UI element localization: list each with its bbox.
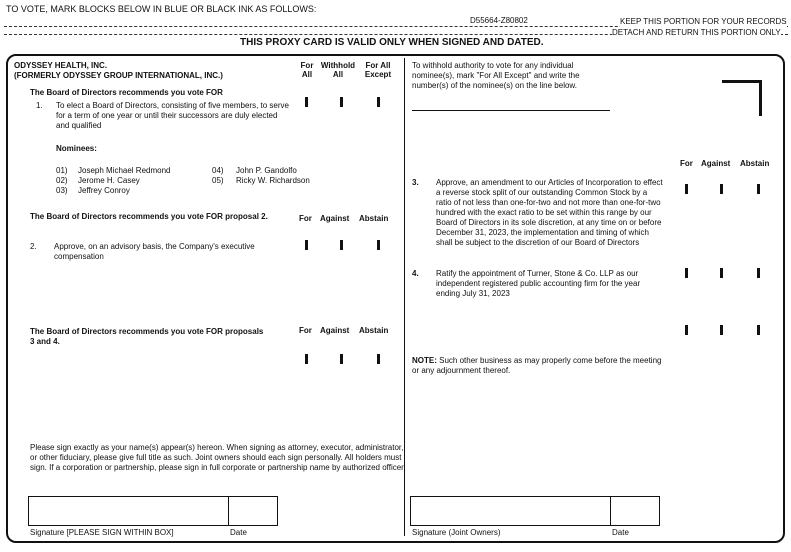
proposal1-board-recommendation: The Board of Directors recommends you vote FOR	[30, 88, 223, 97]
nominee-1-number: 01)	[56, 166, 68, 175]
vote-box-p2-for[interactable]	[305, 240, 308, 250]
proposal3-text: Approve, an amendment to our Articles of Incorporation to effect a reverse stock split of our outstanding Common Stock by a ratio of not less than one-for-two and not more than one-for-two hundred with the exact ratio to be set within this range by our Board of Directors in its sole discretion, at any time on or before December 31, 2023, the implementation and timing of which shall be subject to the discretion of our Board of Directors	[436, 178, 663, 247]
date-label: Date	[230, 528, 247, 537]
vote-box-right-extra-abstain[interactable]	[757, 325, 760, 335]
header-p34-against: Against	[320, 326, 350, 335]
joint-signature-label: Signature (Joint Owners)	[412, 528, 501, 537]
header-right-abstain: Abstain	[740, 159, 770, 168]
nominee-2-number: 02)	[56, 176, 68, 185]
nominees-label: Nominees:	[56, 144, 97, 153]
vote-box-p4-for[interactable]	[685, 268, 688, 278]
header-p2-abstain: Abstain	[359, 214, 389, 223]
note-text: Such other business as may properly come before the meeting or any adjournment thereof.	[412, 356, 662, 375]
control-number: D55664-Z80802	[470, 16, 528, 25]
vote-box-left-against[interactable]	[340, 354, 343, 364]
date-box[interactable]	[228, 496, 278, 526]
detach-portion-label: DETACH AND RETURN THIS PORTION ONLY	[612, 28, 781, 37]
registration-mark-side	[759, 80, 762, 116]
nominee-3-number: 03)	[56, 186, 68, 195]
header-withhold-all: Withhold All	[320, 61, 356, 79]
nominee-1-name: Joseph Michael Redmond	[78, 166, 171, 175]
header-p34-abstain: Abstain	[359, 326, 389, 335]
header-right-against: Against	[701, 159, 731, 168]
header-p2-against: Against	[320, 214, 350, 223]
keep-portion-label: KEEP THIS PORTION FOR YOUR RECORDS	[620, 17, 787, 26]
note-label: NOTE:	[412, 356, 437, 365]
header-right-for: For	[680, 159, 693, 168]
vote-box-p1-for-all-except[interactable]	[377, 97, 380, 107]
nominee-2-name: Jerome H. Casey	[78, 176, 140, 185]
validity-notice: THIS PROXY CARD IS VALID ONLY WHEN SIGNED AND DATED.	[240, 37, 544, 48]
withhold-instructions: To withhold authority to vote for any individual nominee(s), mark "For All Except" and write the number(s) of the nominee(s) on the line below.	[412, 61, 580, 90]
header-for-all: For All	[300, 61, 314, 79]
vote-box-p3-for[interactable]	[685, 184, 688, 194]
proposal4-number: 4.	[412, 269, 419, 278]
vote-box-p2-abstain[interactable]	[377, 240, 380, 250]
proposal3-number: 3.	[412, 178, 419, 187]
nominee-4-name: John P. Gandolfo	[236, 166, 297, 175]
vote-box-p4-against[interactable]	[720, 268, 723, 278]
proposal1-number: 1.	[36, 101, 43, 110]
signature-instructions: Please sign exactly as your name(s) appear(s) hereon. When signing as attorney, executor, administrator, or other fiduciary, please give full title as such. Joint owners should each sign personally. All holders must sign. If a corporation or partnership, please sign in full corporate or partnership name by authorized officer.	[30, 443, 406, 472]
vote-box-p3-against[interactable]	[720, 184, 723, 194]
vote-box-p1-withhold-all[interactable]	[340, 97, 343, 107]
vote-instructions: TO VOTE, MARK BLOCKS BELOW IN BLUE OR BLACK INK AS FOLLOWS:	[6, 4, 317, 14]
vote-box-right-extra-against[interactable]	[720, 325, 723, 335]
vote-box-p2-against[interactable]	[340, 240, 343, 250]
company-former-name: (FORMERLY ODYSSEY GROUP INTERNATIONAL, INC.)	[14, 71, 223, 80]
proposal2-board-recommendation: The Board of Directors recommends you vote FOR proposal 2.	[30, 212, 268, 221]
nominee-5-number: 05)	[212, 176, 224, 185]
nominee-4-number: 04)	[212, 166, 224, 175]
header-for-all-except: For All Except	[364, 61, 392, 79]
nominee-5-name: Ricky W. Richardson	[236, 176, 310, 185]
registration-mark-top	[722, 80, 762, 83]
proposal4-text: Ratify the appointment of Turner, Stone & Co. LLP as our independent registered public accounting firm for the year ending July 31, 2023	[436, 269, 641, 298]
joint-signature-box[interactable]	[410, 496, 611, 526]
header-p34-for: For	[299, 326, 312, 335]
note	[412, 356, 667, 376]
header-p2-for: For	[299, 214, 312, 223]
proposal2-text: Approve, on an advisory basis, the Company's executive compensation	[54, 242, 255, 261]
nominee-3-name: Jeffrey Conroy	[78, 186, 130, 195]
vote-box-p1-for-all[interactable]	[305, 97, 308, 107]
joint-date-box[interactable]	[610, 496, 660, 526]
proposal2-number: 2.	[30, 242, 37, 251]
withhold-nominee-line[interactable]	[412, 110, 610, 111]
vote-box-left-for[interactable]	[305, 354, 308, 364]
vote-box-right-extra-for[interactable]	[685, 325, 688, 335]
signature-label: Signature [PLEASE SIGN WITHIN BOX]	[30, 528, 174, 537]
joint-date-label: Date	[612, 528, 629, 537]
proposals34-board-recommendation: The Board of Directors recommends you vote FOR proposals 3 and 4.	[30, 327, 264, 346]
signature-box[interactable]	[28, 496, 229, 526]
vote-box-p3-abstain[interactable]	[757, 184, 760, 194]
proposal1-text: To elect a Board of Directors, consisting of five members, to serve for a term of one year or until their successors are duly elected and qualified	[56, 101, 289, 130]
company-name: ODYSSEY HEALTH, INC.	[14, 61, 108, 70]
vote-box-p4-abstain[interactable]	[757, 268, 760, 278]
vote-box-left-abstain[interactable]	[377, 354, 380, 364]
